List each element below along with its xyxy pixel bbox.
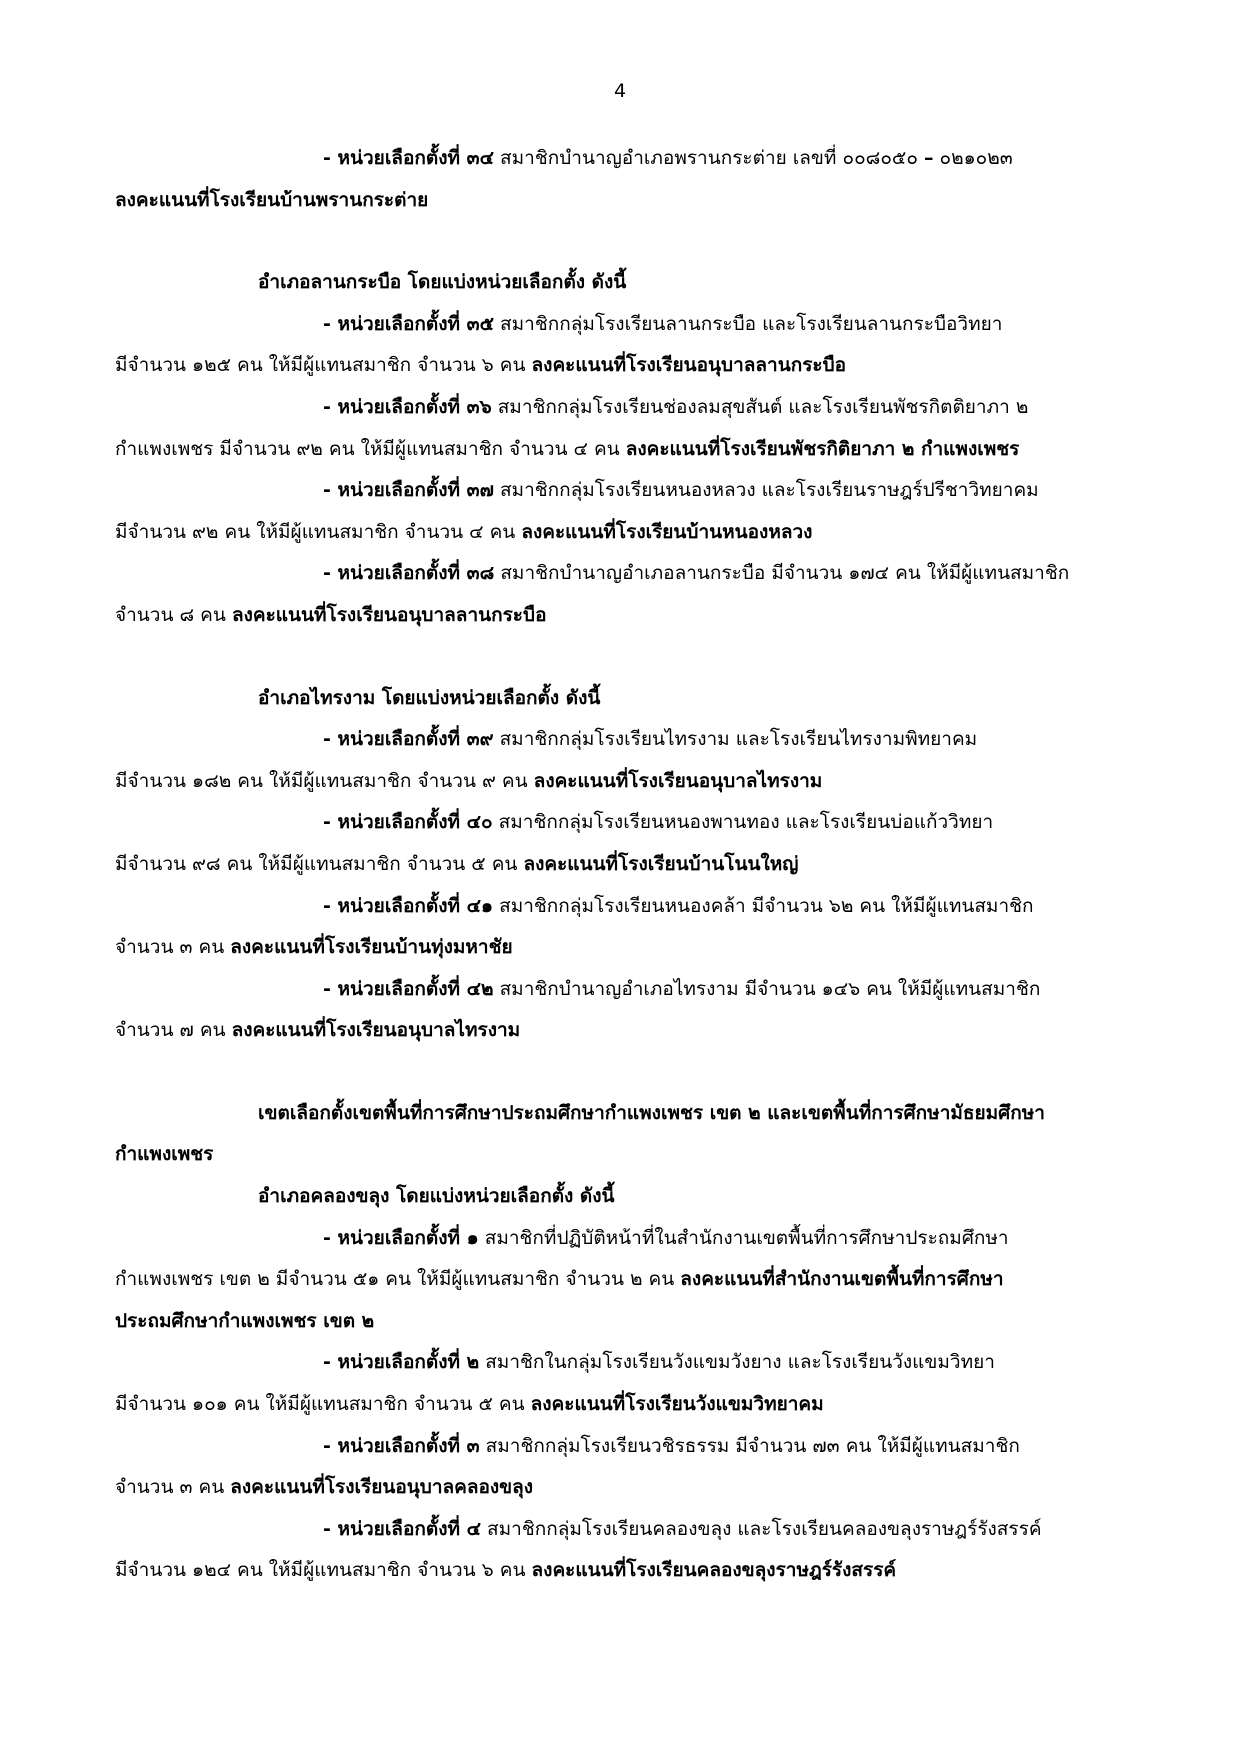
text-line [115,345,1135,387]
text-line [115,719,1135,761]
bold-text-run: ลงคะแนนที่โรงเรียนบ้านโนนใหญ่ [523,852,799,875]
text-line [115,927,1135,969]
text-run: จำนวน ๗ คน [115,1019,232,1042]
text-line [115,387,1135,429]
text-run: สมาชิกกลุ่มโรงเรียนวชิรธรรม มีจำนวน ๗๓ คน ให้มีผู้แทนสมาชิก [479,1434,1020,1457]
text-line [115,1426,1135,1468]
text-run: สมาชิกกลุ่มโรงเรียนหนองหลวง และโรงเรียนราษฎร์ปรีชาวิทยาคม [493,479,1039,502]
bold-text-run: อำเภอไทรงาม โดยแบ่งหน่วยเลือกตั้ง ดังนี้ [258,686,601,709]
text-run: ๐๒๑๐๒๓ [933,147,1013,169]
text-run: กำแพงเพชร เขต ๒ มีจำนวน ๕๑ คน ให้มีผู้แทนสมาชิก จำนวน ๒ คน [115,1268,681,1291]
text-line [115,969,1135,1011]
bold-text-run: อำเภอคลองขลุง โดยแบ่งหน่วยเลือกตั้ง ดังนี้ [258,1185,615,1208]
bold-text-run: ประถมศึกษากำแพงเพชร เขต ๒ [115,1309,375,1332]
text-run: กำแพงเพชร มีจำนวน ๙๒ คน ให้มีผู้แทนสมาชิก จำนวน ๔ คน [115,437,626,460]
text-run: สมาชิกกลุ่มโรงเรียนคลองขลุง และโรงเรียนคลองขลุงราษฎร์รังสรรค์ [481,1517,1042,1540]
text-line [115,1342,1135,1384]
text-run: สมาชิกกลุ่มโรงเรียนช่องลมสุขสันต์ และโรงเรียนพัชรกิตติยาภา ๒ [491,395,1029,418]
bold-text-run: ลงคะแนนที่โรงเรียนบ้านพรานกระต่าย [115,188,429,211]
text-run: มีจำนวน ๑๘๒ คน ให้มีผู้แทนสมาชิก จำนวน ๙ คน [115,769,534,792]
bold-text-run: ลงคะแนนที่โรงเรียนอนุบาลคลองขลุง [230,1476,534,1499]
bold-text-run: ลงคะแนนที่โรงเรียนพัชรกิติยาภา ๒ กำแพงเพชร [625,437,1020,460]
bold-text-run: - หน่วยเลือกตั้งที่ ๓๗ [323,479,494,502]
text-run: จำนวน ๓ คน [115,936,231,959]
bold-text-run: - หน่วยเลือกตั้งที่ ๓๘ [323,562,495,585]
text-run: มีจำนวน ๑๒๔ คน ให้มีผู้แทนสมาชิก จำนวน ๖ คน [115,1559,532,1582]
text-run: สมาชิกกลุ่มโรงเรียนหนองคล้า มีจำนวน ๖๒ คน ให้มีผู้แทนสมาชิก [493,894,1034,917]
text-run: จำนวน ๘ คน [115,603,232,626]
bold-text-run: – [923,147,934,169]
text-line [115,470,1135,512]
bold-text-run: ลงคะแนนที่โรงเรียนอนุบาลลานกระบือ [531,354,847,377]
text-line [115,512,1135,554]
bold-text-run: ลงคะแนนที่โรงเรียนบ้านหนองหลวง [521,520,813,543]
text-line [115,1467,1135,1509]
bold-text-run: ลงคะแนนที่โรงเรียนอนุบาลไทรงาม [231,1019,521,1042]
bold-text-run: ลงคะแนนที่โรงเรียนวังแขมวิทยาคม [530,1393,824,1416]
text-line [115,1550,1135,1592]
text-line [115,429,1135,471]
text-line [115,1134,1135,1176]
paragraph-spacer [115,221,1135,262]
bold-text-run: - หน่วยเลือกตั้งที่ ๓๔ [323,147,494,169]
bold-text-run: ลงคะแนนที่โรงเรียนบ้านทุ่งมหาชัย [230,936,513,959]
bold-text-run: ลงคะแนนที่โรงเรียนอนุบาลลานกระบือ [231,603,547,626]
text-run: สมาชิกบำนาญอำเภอพรานกระต่าย เลขที่ ๐๐๘๐๕๐ [494,147,924,169]
bold-text-run: - หน่วยเลือกตั้งที่ ๓๖ [323,395,492,418]
bold-text-run: - หน่วยเลือกตั้งที่ ๑ [323,1226,479,1249]
text-line [115,1218,1135,1260]
bold-text-run: - หน่วยเลือกตั้งที่ ๒ [323,1351,480,1374]
text-run: มีจำนวน ๙๒ คน ให้มีผู้แทนสมาชิก จำนวน ๔ คน [115,520,522,543]
bold-text-run: - หน่วยเลือกตั้งที่ ๓๕ [323,312,494,335]
section-heading-line [115,678,1135,720]
bold-text-run: - หน่วยเลือกตั้งที่ ๔๑ [323,894,494,917]
text-run: สมาชิกกลุ่มโรงเรียนลานกระบือ และโรงเรียนลานกระบือวิทยา [494,312,1003,335]
section-heading-line [115,1093,1135,1135]
text-run: จำนวน ๓ คน [115,1476,231,1499]
text-line [115,886,1135,928]
text-run: สมาชิกบำนาญอำเภอลานกระบือ มีจำนวน ๑๗๔ คน ให้มีผู้แทนสมาชิก [494,562,1070,585]
text-run: สมาชิกกลุ่มโรงเรียนไทรงาม และโรงเรียนไทรงามพิทยาคม [493,728,978,751]
text-line [115,1509,1135,1551]
text-line [115,180,1135,222]
paragraph-spacer [115,637,1135,678]
text-run: มีจำนวน ๙๘ คน ให้มีผู้แทนสมาชิก จำนวน ๕ คน [115,852,524,875]
document-body [115,138,1135,1592]
bold-text-run: - หน่วยเลือกตั้งที่ ๓ [323,1434,480,1457]
bold-text-run: - หน่วยเลือกตั้งที่ ๓๙ [323,728,494,751]
text-run: มีจำนวน ๑๐๑ คน ให้มีผู้แทนสมาชิก จำนวน ๕ คน [115,1393,531,1416]
section-heading-line [115,1176,1135,1218]
bold-text-run: กำแพงเพชร [115,1143,214,1166]
text-line [115,1259,1135,1301]
paragraph-spacer [115,1052,1135,1093]
bold-text-run: ลงคะแนนที่โรงเรียนอนุบาลไทรงาม [533,769,823,792]
bold-text-run: ลงคะแนนที่โรงเรียนคลองขลุงราษฎร์รังสรรค์ [531,1559,897,1582]
text-line [115,553,1135,595]
text-line [115,304,1135,346]
bold-text-run: อำเภอลานกระบือ โดยแบ่งหน่วยเลือกตั้ง ดังนี้ [258,271,627,294]
bold-text-run: เขตเลือกตั้งเขตพื้นที่การศึกษาประถมศึกษากำแพงเพชร เขต ๒ และเขตพื้นที่การศึกษามัธยมศึกษา [258,1101,1045,1124]
text-line [115,1010,1135,1052]
text-run: มีจำนวน ๑๒๕ คน ให้มีผู้แทนสมาชิก จำนวน ๖ คน [115,354,532,377]
section-heading-line [115,262,1135,304]
text-line [115,802,1135,844]
text-run: สมาชิกบำนาญอำเภอไทรงาม มีจำนวน ๑๔๖ คน ให้มีผู้แทนสมาชิก [493,977,1041,1000]
text-run: สมาชิกที่ปฏิบัติหน้าที่ในสำนักงานเขตพื้นที่การศึกษาประถมศึกษา [478,1226,1009,1249]
text-run: สมาชิกกลุ่มโรงเรียนหนองพานทอง และโรงเรียนบ่อแก้ววิทยา [492,811,994,834]
bold-text-run: - หน่วยเลือกตั้งที่ ๔๐ [323,811,493,834]
text-run: สมาชิกในกลุ่มโรงเรียนวังแขมวังยาง และโรงเรียนวังแขมวิทยา [479,1351,995,1374]
text-line [115,761,1135,803]
text-line [115,1301,1135,1343]
bold-text-run: - หน่วยเลือกตั้งที่ ๔๒ [323,977,494,1000]
text-line [115,1384,1135,1426]
text-line [115,595,1135,637]
text-line [115,138,1135,180]
bold-text-run: - หน่วยเลือกตั้งที่ ๔ [323,1517,482,1540]
bold-text-run: ลงคะแนนที่สำนักงานเขตพื้นที่การศึกษา [680,1268,1004,1291]
text-line [115,844,1135,886]
page-number: 4 [613,80,627,102]
